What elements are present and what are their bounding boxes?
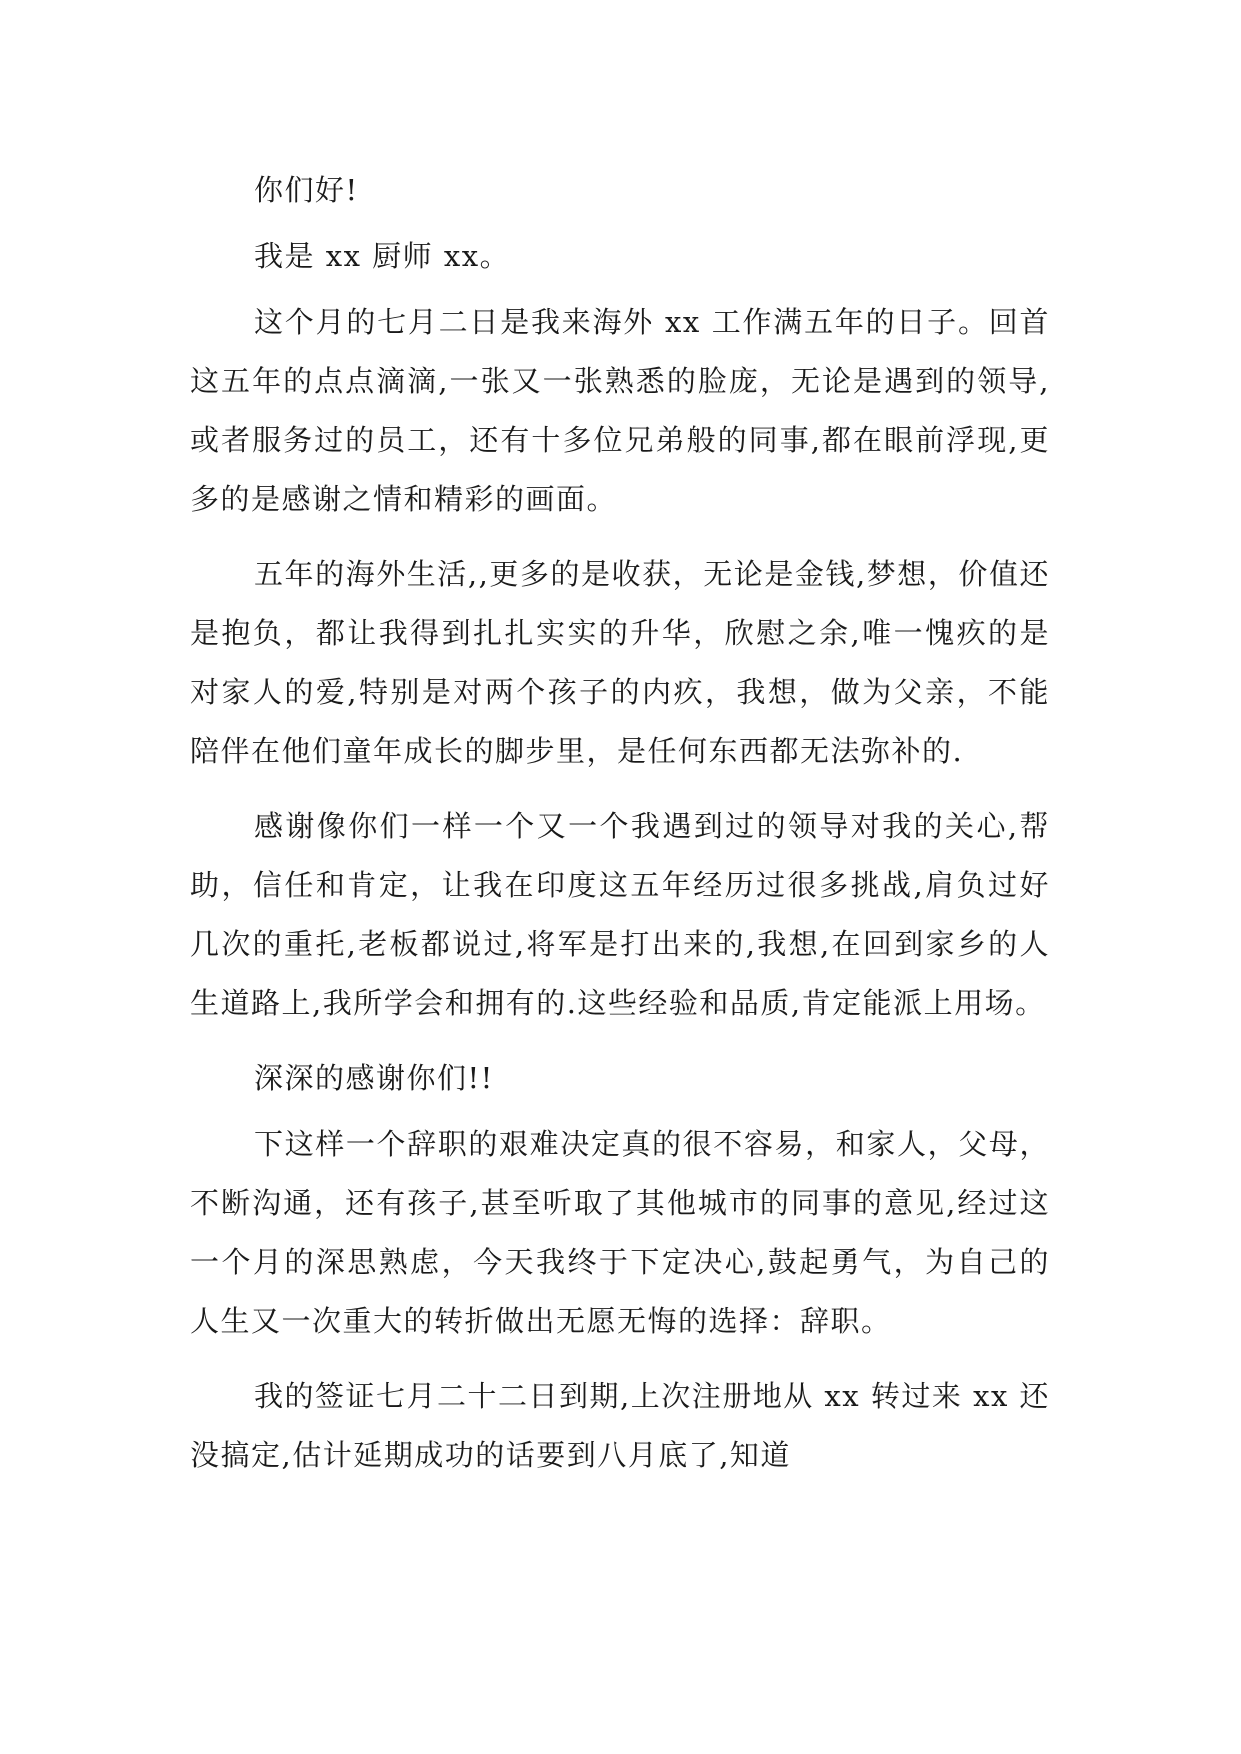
greeting-line: 你们好! [254,173,359,207]
paragraph-visa: 我的签证七月二十二日到期,上次注册地从 xx 转过来 xx 还没搞定,估计延期成功的话要到八月底了,知道 [190,1379,1051,1472]
intro-line: 我是 xx 厨师 xx。 [254,239,511,273]
paragraph-resignation-decision: 下这样一个辞职的艰难决定真的很不容易，和家人，父母，不断沟通，还有孩子,甚至听取了其他城市的同事的意见,经过这一个月的深思熟虑，今天我终于下定决心,鼓起勇气，为自己的人生又一次重大的转折做出无愿无悔的选择：辞职。 [190,1127,1050,1338]
paragraph-overseas-life: 五年的海外生活,,更多的是收获，无论是金钱,梦想，价值还是抱负，都让我得到扎扎实实的升华，欣慰之余,唯一愧疚的是对家人的爱,特别是对两个孩子的内疚，我想，做为父亲，不能陪伴在他们童年成长的脚步里，是任何东西都无法弥补的. [190,557,1050,768]
paragraph-anniversary: 这个月的七月二日是我来海外 xx 工作满五年的日子。回首这五年的点点滴滴,一张又一张熟悉的脸庞，无论是遇到的领导,或者服务过的员工，还有十多位兄弟般的同事,都在眼前浮现,更多的是感谢之情和精彩的画面。 [190,305,1050,516]
paragraph-gratitude: 感谢像你们一样一个又一个我遇到过的领导对我的关心,帮助，信任和肯定，让我在印度这五年经历过很多挑战,肩负过好几次的重托,老板都说过,将军是打出来的,我想,在回到家乡的人生道路上,我所学会和拥有的.这些经验和品质,肯定能派上用场。 [190,809,1050,1020]
document-body [190,161,1050,1501]
thanks-line: 深深的感谢你们!! [254,1061,494,1095]
